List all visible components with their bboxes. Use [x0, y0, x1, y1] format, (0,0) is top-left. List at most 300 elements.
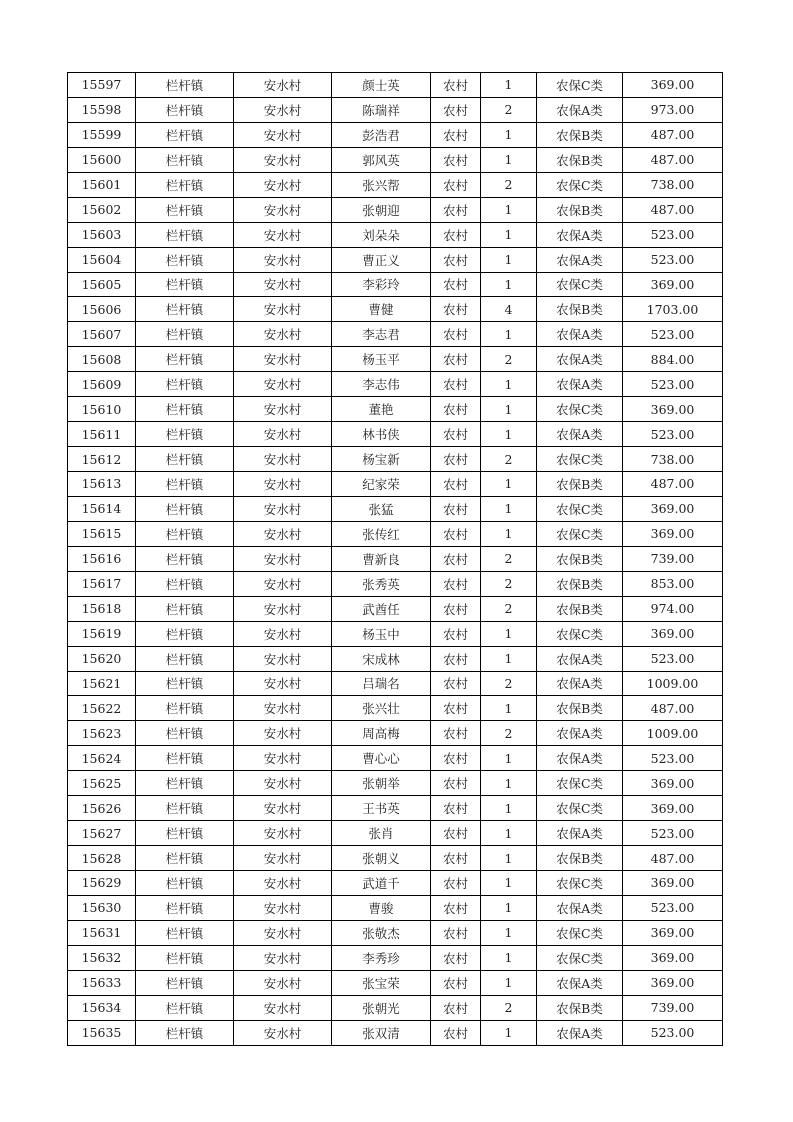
name-cell: 杨玉平	[332, 347, 431, 372]
table-row	[68, 122, 723, 147]
record-id-cell: 15635	[68, 1020, 136, 1045]
household-size-cell: 2	[481, 172, 537, 197]
insurance-category-cell: 农保C类	[537, 172, 623, 197]
village-cell: 安水村	[234, 297, 332, 322]
amount-cell: 523.00	[623, 895, 723, 920]
area-type-cell: 农村	[431, 472, 481, 497]
record-id-cell: 15618	[68, 596, 136, 621]
table-row	[68, 272, 723, 297]
name-cell: 林书侠	[332, 422, 431, 447]
village-cell: 安水村	[234, 895, 332, 920]
area-type-cell: 农村	[431, 696, 481, 721]
record-id-cell: 15599	[68, 122, 136, 147]
amount-cell: 369.00	[623, 397, 723, 422]
household-size-cell: 2	[481, 995, 537, 1020]
town-cell: 栏杆镇	[136, 596, 234, 621]
area-type-cell: 农村	[431, 73, 481, 98]
table-row	[68, 746, 723, 771]
town-cell: 栏杆镇	[136, 521, 234, 546]
area-type-cell: 农村	[431, 397, 481, 422]
household-size-cell: 1	[481, 821, 537, 846]
amount-cell: 1009.00	[623, 721, 723, 746]
area-type-cell: 农村	[431, 197, 481, 222]
insurance-category-cell: 农保C类	[537, 397, 623, 422]
record-id-cell: 15624	[68, 746, 136, 771]
name-cell: 周高梅	[332, 721, 431, 746]
table-row	[68, 447, 723, 472]
area-type-cell: 农村	[431, 347, 481, 372]
insurance-category-cell: 农保C类	[537, 73, 623, 98]
insurance-category-cell: 农保C类	[537, 447, 623, 472]
amount-cell: 739.00	[623, 995, 723, 1020]
amount-cell: 369.00	[623, 621, 723, 646]
area-type-cell: 农村	[431, 297, 481, 322]
insurance-category-cell: 农保A类	[537, 322, 623, 347]
amount-cell: 487.00	[623, 472, 723, 497]
name-cell: 武酋任	[332, 596, 431, 621]
table-row	[68, 920, 723, 945]
town-cell: 栏杆镇	[136, 696, 234, 721]
village-cell: 安水村	[234, 172, 332, 197]
record-id-cell: 15627	[68, 821, 136, 846]
town-cell: 栏杆镇	[136, 147, 234, 172]
table-row	[68, 472, 723, 497]
amount-cell: 369.00	[623, 73, 723, 98]
village-cell: 安水村	[234, 771, 332, 796]
area-type-cell: 农村	[431, 846, 481, 871]
household-size-cell: 1	[481, 147, 537, 172]
insurance-category-cell: 农保B类	[537, 472, 623, 497]
table-row	[68, 846, 723, 871]
insurance-category-cell: 农保B类	[537, 197, 623, 222]
record-id-cell: 15632	[68, 945, 136, 970]
name-cell: 张宝荣	[332, 970, 431, 995]
household-size-cell: 1	[481, 895, 537, 920]
insurance-category-cell: 农保B类	[537, 147, 623, 172]
table-row	[68, 721, 723, 746]
record-id-cell: 15623	[68, 721, 136, 746]
record-id-cell: 15628	[68, 846, 136, 871]
name-cell: 张肖	[332, 821, 431, 846]
record-id-cell: 15617	[68, 571, 136, 596]
village-cell: 安水村	[234, 846, 332, 871]
household-size-cell: 1	[481, 272, 537, 297]
insurance-category-cell: 农保A类	[537, 347, 623, 372]
record-id-cell: 15619	[68, 621, 136, 646]
household-size-cell: 1	[481, 796, 537, 821]
name-cell: 曹正义	[332, 247, 431, 272]
town-cell: 栏杆镇	[136, 97, 234, 122]
household-size-cell: 1	[481, 1020, 537, 1045]
table-row	[68, 297, 723, 322]
table-row	[68, 671, 723, 696]
name-cell: 刘朵朵	[332, 222, 431, 247]
table-row	[68, 796, 723, 821]
town-cell: 栏杆镇	[136, 397, 234, 422]
household-size-cell: 1	[481, 871, 537, 896]
name-cell: 武道千	[332, 871, 431, 896]
village-cell: 安水村	[234, 721, 332, 746]
insurance-category-cell: 农保A类	[537, 970, 623, 995]
name-cell: 张朝迎	[332, 197, 431, 222]
benefit-table	[67, 72, 723, 1046]
table-row	[68, 97, 723, 122]
insurance-category-cell: 农保B类	[537, 696, 623, 721]
town-cell: 栏杆镇	[136, 995, 234, 1020]
table-row	[68, 521, 723, 546]
area-type-cell: 农村	[431, 596, 481, 621]
village-cell: 安水村	[234, 546, 332, 571]
table-row	[68, 821, 723, 846]
area-type-cell: 农村	[431, 571, 481, 596]
name-cell: 张敬杰	[332, 920, 431, 945]
table-row	[68, 322, 723, 347]
amount-cell: 369.00	[623, 771, 723, 796]
village-cell: 安水村	[234, 147, 332, 172]
record-id-cell: 15631	[68, 920, 136, 945]
table-row	[68, 696, 723, 721]
name-cell: 颜士英	[332, 73, 431, 98]
amount-cell: 853.00	[623, 571, 723, 596]
name-cell: 纪家荣	[332, 472, 431, 497]
amount-cell: 1703.00	[623, 297, 723, 322]
insurance-category-cell: 农保A类	[537, 671, 623, 696]
name-cell: 李志伟	[332, 372, 431, 397]
household-size-cell: 1	[481, 970, 537, 995]
insurance-category-cell: 农保B类	[537, 546, 623, 571]
insurance-category-cell: 农保C类	[537, 945, 623, 970]
area-type-cell: 农村	[431, 222, 481, 247]
record-id-cell: 15609	[68, 372, 136, 397]
village-cell: 安水村	[234, 222, 332, 247]
amount-cell: 369.00	[623, 945, 723, 970]
record-id-cell: 15606	[68, 297, 136, 322]
record-id-cell: 15611	[68, 422, 136, 447]
household-size-cell: 2	[481, 596, 537, 621]
area-type-cell: 农村	[431, 322, 481, 347]
amount-cell: 974.00	[623, 596, 723, 621]
insurance-category-cell: 农保A类	[537, 895, 623, 920]
town-cell: 栏杆镇	[136, 746, 234, 771]
household-size-cell: 2	[481, 97, 537, 122]
amount-cell: 487.00	[623, 147, 723, 172]
amount-cell: 739.00	[623, 546, 723, 571]
town-cell: 栏杆镇	[136, 372, 234, 397]
household-size-cell: 2	[481, 347, 537, 372]
town-cell: 栏杆镇	[136, 297, 234, 322]
town-cell: 栏杆镇	[136, 222, 234, 247]
household-size-cell: 1	[481, 945, 537, 970]
town-cell: 栏杆镇	[136, 322, 234, 347]
insurance-category-cell: 农保B类	[537, 297, 623, 322]
village-cell: 安水村	[234, 970, 332, 995]
household-size-cell: 2	[481, 671, 537, 696]
insurance-category-cell: 农保B类	[537, 846, 623, 871]
table-row	[68, 172, 723, 197]
record-id-cell: 15630	[68, 895, 136, 920]
household-size-cell: 1	[481, 197, 537, 222]
table-row	[68, 397, 723, 422]
household-size-cell: 2	[481, 571, 537, 596]
village-cell: 安水村	[234, 746, 332, 771]
amount-cell: 523.00	[623, 821, 723, 846]
record-id-cell: 15600	[68, 147, 136, 172]
insurance-category-cell: 农保C类	[537, 521, 623, 546]
table-row	[68, 347, 723, 372]
insurance-category-cell: 农保A类	[537, 721, 623, 746]
village-cell: 安水村	[234, 397, 332, 422]
table-row	[68, 496, 723, 521]
amount-cell: 487.00	[623, 197, 723, 222]
area-type-cell: 农村	[431, 97, 481, 122]
amount-cell: 369.00	[623, 871, 723, 896]
table-row	[68, 596, 723, 621]
record-id-cell: 15597	[68, 73, 136, 98]
household-size-cell: 1	[481, 122, 537, 147]
insurance-category-cell: 农保B类	[537, 596, 623, 621]
household-size-cell: 2	[481, 447, 537, 472]
household-size-cell: 4	[481, 297, 537, 322]
insurance-category-cell: 农保A类	[537, 646, 623, 671]
table-row	[68, 995, 723, 1020]
village-cell: 安水村	[234, 447, 332, 472]
name-cell: 宋成林	[332, 646, 431, 671]
area-type-cell: 农村	[431, 496, 481, 521]
area-type-cell: 农村	[431, 920, 481, 945]
town-cell: 栏杆镇	[136, 895, 234, 920]
area-type-cell: 农村	[431, 671, 481, 696]
household-size-cell: 1	[481, 920, 537, 945]
table-row	[68, 546, 723, 571]
village-cell: 安水村	[234, 347, 332, 372]
name-cell: 吕瑞名	[332, 671, 431, 696]
area-type-cell: 农村	[431, 247, 481, 272]
town-cell: 栏杆镇	[136, 422, 234, 447]
village-cell: 安水村	[234, 97, 332, 122]
insurance-category-cell: 农保C类	[537, 771, 623, 796]
name-cell: 张朝光	[332, 995, 431, 1020]
name-cell: 曹骏	[332, 895, 431, 920]
name-cell: 张双清	[332, 1020, 431, 1045]
household-size-cell: 1	[481, 472, 537, 497]
area-type-cell: 农村	[431, 422, 481, 447]
name-cell: 曹新良	[332, 546, 431, 571]
town-cell: 栏杆镇	[136, 871, 234, 896]
village-cell: 安水村	[234, 322, 332, 347]
insurance-category-cell: 农保B类	[537, 122, 623, 147]
town-cell: 栏杆镇	[136, 646, 234, 671]
insurance-category-cell: 农保A类	[537, 372, 623, 397]
household-size-cell: 1	[481, 73, 537, 98]
name-cell: 曹健	[332, 297, 431, 322]
town-cell: 栏杆镇	[136, 721, 234, 746]
household-size-cell: 1	[481, 746, 537, 771]
area-type-cell: 农村	[431, 771, 481, 796]
village-cell: 安水村	[234, 920, 332, 945]
village-cell: 安水村	[234, 871, 332, 896]
area-type-cell: 农村	[431, 1020, 481, 1045]
amount-cell: 369.00	[623, 970, 723, 995]
area-type-cell: 农村	[431, 122, 481, 147]
table-row	[68, 771, 723, 796]
area-type-cell: 农村	[431, 945, 481, 970]
record-id-cell: 15614	[68, 496, 136, 521]
area-type-cell: 农村	[431, 895, 481, 920]
household-size-cell: 1	[481, 846, 537, 871]
household-size-cell: 1	[481, 222, 537, 247]
household-size-cell: 1	[481, 372, 537, 397]
town-cell: 栏杆镇	[136, 621, 234, 646]
village-cell: 安水村	[234, 122, 332, 147]
area-type-cell: 农村	[431, 871, 481, 896]
insurance-category-cell: 农保C类	[537, 496, 623, 521]
insurance-category-cell: 农保C类	[537, 796, 623, 821]
table-row	[68, 197, 723, 222]
household-size-cell: 1	[481, 696, 537, 721]
area-type-cell: 农村	[431, 447, 481, 472]
area-type-cell: 农村	[431, 372, 481, 397]
insurance-category-cell: 农保A类	[537, 1020, 623, 1045]
village-cell: 安水村	[234, 73, 332, 98]
insurance-category-cell: 农保C类	[537, 920, 623, 945]
record-id-cell: 15598	[68, 97, 136, 122]
village-cell: 安水村	[234, 945, 332, 970]
record-id-cell: 15621	[68, 671, 136, 696]
name-cell: 王书英	[332, 796, 431, 821]
insurance-category-cell: 农保A类	[537, 222, 623, 247]
village-cell: 安水村	[234, 422, 332, 447]
name-cell: 曹心心	[332, 746, 431, 771]
record-id-cell: 15620	[68, 646, 136, 671]
record-id-cell: 15607	[68, 322, 136, 347]
name-cell: 郭风英	[332, 147, 431, 172]
amount-cell: 523.00	[623, 372, 723, 397]
town-cell: 栏杆镇	[136, 546, 234, 571]
amount-cell: 369.00	[623, 920, 723, 945]
amount-cell: 369.00	[623, 272, 723, 297]
area-type-cell: 农村	[431, 721, 481, 746]
area-type-cell: 农村	[431, 521, 481, 546]
town-cell: 栏杆镇	[136, 172, 234, 197]
table-row	[68, 895, 723, 920]
amount-cell: 523.00	[623, 1020, 723, 1045]
household-size-cell: 2	[481, 546, 537, 571]
town-cell: 栏杆镇	[136, 671, 234, 696]
area-type-cell: 农村	[431, 821, 481, 846]
village-cell: 安水村	[234, 272, 332, 297]
amount-cell: 884.00	[623, 347, 723, 372]
town-cell: 栏杆镇	[136, 821, 234, 846]
village-cell: 安水村	[234, 696, 332, 721]
town-cell: 栏杆镇	[136, 247, 234, 272]
name-cell: 张兴壮	[332, 696, 431, 721]
table-row	[68, 646, 723, 671]
area-type-cell: 农村	[431, 621, 481, 646]
table-row	[68, 621, 723, 646]
village-cell: 安水村	[234, 796, 332, 821]
town-cell: 栏杆镇	[136, 447, 234, 472]
village-cell: 安水村	[234, 621, 332, 646]
household-size-cell: 1	[481, 646, 537, 671]
amount-cell: 523.00	[623, 746, 723, 771]
table-row	[68, 422, 723, 447]
household-size-cell: 2	[481, 721, 537, 746]
town-cell: 栏杆镇	[136, 1020, 234, 1045]
record-id-cell: 15615	[68, 521, 136, 546]
town-cell: 栏杆镇	[136, 945, 234, 970]
town-cell: 栏杆镇	[136, 496, 234, 521]
name-cell: 张猛	[332, 496, 431, 521]
area-type-cell: 农村	[431, 995, 481, 1020]
insurance-category-cell: 农保C类	[537, 871, 623, 896]
table-row	[68, 571, 723, 596]
insurance-category-cell: 农保A类	[537, 821, 623, 846]
town-cell: 栏杆镇	[136, 920, 234, 945]
record-id-cell: 15602	[68, 197, 136, 222]
village-cell: 安水村	[234, 372, 332, 397]
record-id-cell: 15604	[68, 247, 136, 272]
household-size-cell: 1	[481, 771, 537, 796]
name-cell: 张朝举	[332, 771, 431, 796]
town-cell: 栏杆镇	[136, 796, 234, 821]
area-type-cell: 农村	[431, 646, 481, 671]
name-cell: 李秀珍	[332, 945, 431, 970]
amount-cell: 523.00	[623, 247, 723, 272]
record-id-cell: 15633	[68, 970, 136, 995]
household-size-cell: 1	[481, 521, 537, 546]
record-id-cell: 15612	[68, 447, 136, 472]
name-cell: 董艳	[332, 397, 431, 422]
area-type-cell: 农村	[431, 546, 481, 571]
area-type-cell: 农村	[431, 796, 481, 821]
amount-cell: 523.00	[623, 322, 723, 347]
town-cell: 栏杆镇	[136, 197, 234, 222]
name-cell: 陈瑞祥	[332, 97, 431, 122]
household-size-cell: 1	[481, 422, 537, 447]
record-id-cell: 15603	[68, 222, 136, 247]
village-cell: 安水村	[234, 1020, 332, 1045]
town-cell: 栏杆镇	[136, 771, 234, 796]
amount-cell: 487.00	[623, 846, 723, 871]
table-row	[68, 147, 723, 172]
area-type-cell: 农村	[431, 746, 481, 771]
amount-cell: 1009.00	[623, 671, 723, 696]
name-cell: 杨宝新	[332, 447, 431, 472]
record-id-cell: 15601	[68, 172, 136, 197]
amount-cell: 487.00	[623, 122, 723, 147]
village-cell: 安水村	[234, 571, 332, 596]
record-id-cell: 15610	[68, 397, 136, 422]
village-cell: 安水村	[234, 496, 332, 521]
amount-cell: 738.00	[623, 447, 723, 472]
town-cell: 栏杆镇	[136, 846, 234, 871]
insurance-category-cell: 农保C类	[537, 272, 623, 297]
table-row	[68, 372, 723, 397]
insurance-category-cell: 农保A类	[537, 422, 623, 447]
record-id-cell: 15616	[68, 546, 136, 571]
household-size-cell: 1	[481, 621, 537, 646]
insurance-category-cell: 农保A类	[537, 746, 623, 771]
name-cell: 张秀英	[332, 571, 431, 596]
insurance-category-cell: 农保A类	[537, 97, 623, 122]
amount-cell: 369.00	[623, 796, 723, 821]
record-id-cell: 15634	[68, 995, 136, 1020]
village-cell: 安水村	[234, 821, 332, 846]
household-size-cell: 1	[481, 322, 537, 347]
village-cell: 安水村	[234, 197, 332, 222]
name-cell: 李志君	[332, 322, 431, 347]
table-row	[68, 945, 723, 970]
